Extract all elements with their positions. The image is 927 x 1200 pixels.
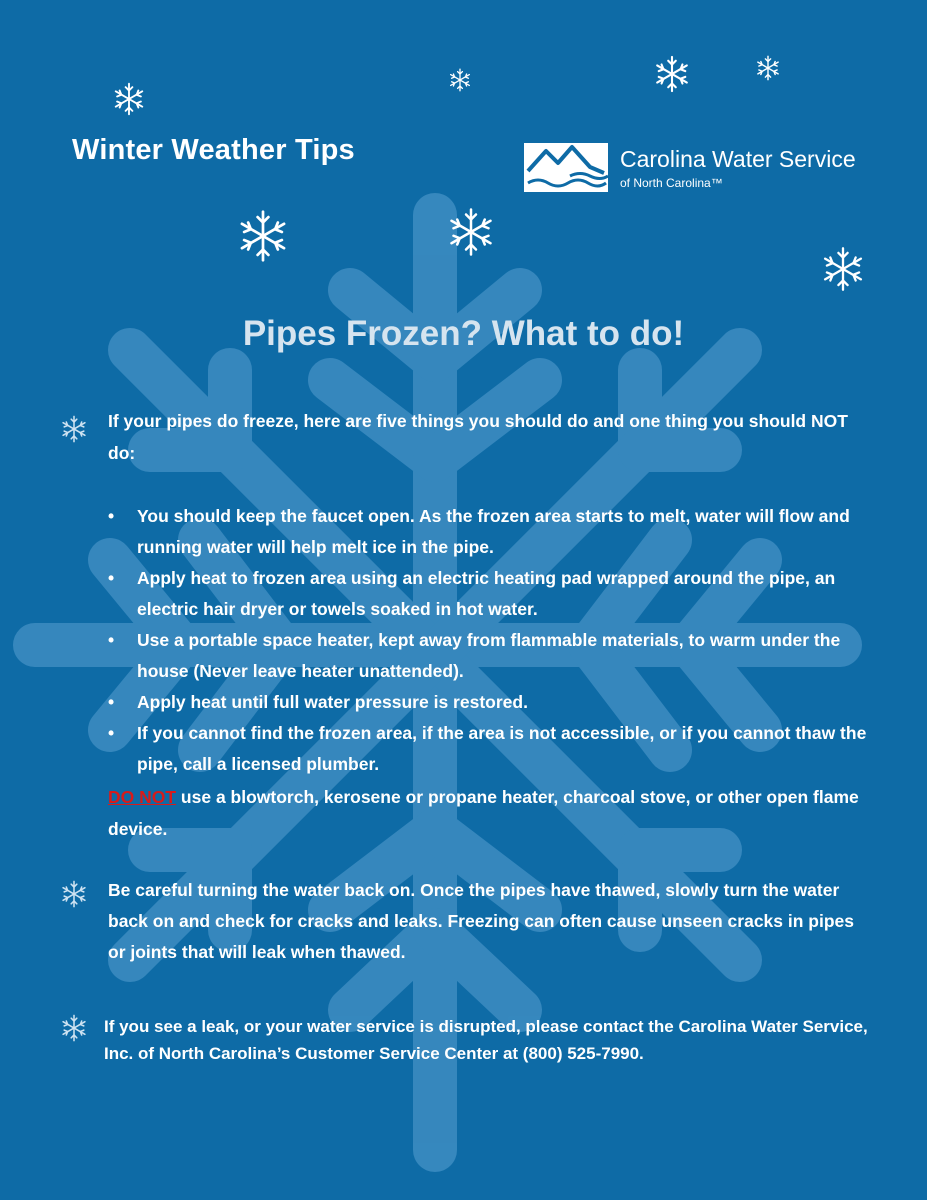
careful-paragraph: Be careful turning the water back on. Once the pipes have thawed, slowly turn the water back on and check for cracks and leaks. Freezing can often cause unseen cracks in pipes or joints that will leak when thawed. bbox=[108, 880, 854, 962]
tip-text: Apply heat until full water pressure is restored. bbox=[137, 692, 528, 712]
bullet: • bbox=[108, 692, 115, 712]
tip-text: Apply heat to frozen area using an electric heating pad wrapped around the pipe, an electric hair dryer or towels soaked in hot water. bbox=[137, 568, 836, 619]
logo-subtitle: of North Carolina™ bbox=[620, 176, 723, 190]
snowflake-icon bbox=[755, 55, 781, 81]
do-not-warning: DO NOT bbox=[108, 787, 177, 807]
snowflake-icon bbox=[112, 82, 146, 116]
bullet: • bbox=[108, 506, 115, 526]
list-item bbox=[108, 563, 868, 625]
logo-name: Carolina Water Service bbox=[620, 146, 856, 172]
snowflake-icon bbox=[820, 246, 866, 292]
snowflake-icon bbox=[653, 55, 691, 93]
snowflake-icon bbox=[60, 415, 88, 443]
bullet: • bbox=[108, 630, 115, 650]
snowflake-icon bbox=[60, 1014, 88, 1042]
do-not-paragraph bbox=[108, 781, 868, 845]
tip-text: Use a portable space heater, kept away from flammable materials, to warm under the house (Never leave heater unattended). bbox=[137, 630, 841, 681]
bullet: • bbox=[108, 723, 115, 743]
bullet: • bbox=[108, 568, 115, 588]
tip-text: You should keep the faucet open. As the frozen area starts to melt, water will flow and running water will help melt ice in the pipe. bbox=[137, 506, 850, 557]
snowflake-icon bbox=[236, 209, 290, 263]
list-item bbox=[108, 625, 868, 687]
logo-mountain-icon bbox=[524, 143, 608, 192]
contact-paragraph: If you see a leak, or your water service is disrupted, please contact the Carolina Water Service, Inc. of North Carolina’s Customer Service Center at (800) 525-7990. bbox=[104, 1017, 868, 1063]
snowflake-icon bbox=[448, 68, 472, 92]
tips-list bbox=[108, 501, 868, 780]
section-heading: Pipes Frozen? What to do! bbox=[242, 314, 685, 353]
snowflake-icon bbox=[60, 880, 88, 908]
list-item bbox=[108, 718, 868, 780]
intro-paragraph: If your pipes do freeze, here are five things you should do and one thing you should NOT do: bbox=[108, 411, 848, 463]
list-item bbox=[108, 687, 868, 718]
do-not-text: use a blowtorch, kerosene or propane heater, charcoal stove, or other open flame device. bbox=[108, 787, 859, 839]
list-item bbox=[108, 501, 868, 563]
tip-text: If you cannot find the frozen area, if the area is not accessible, or if you cannot thaw the pipe, call a licensed plumber. bbox=[137, 723, 867, 774]
snowflake-icon bbox=[446, 207, 496, 257]
page-title: Winter Weather Tips bbox=[72, 134, 355, 166]
